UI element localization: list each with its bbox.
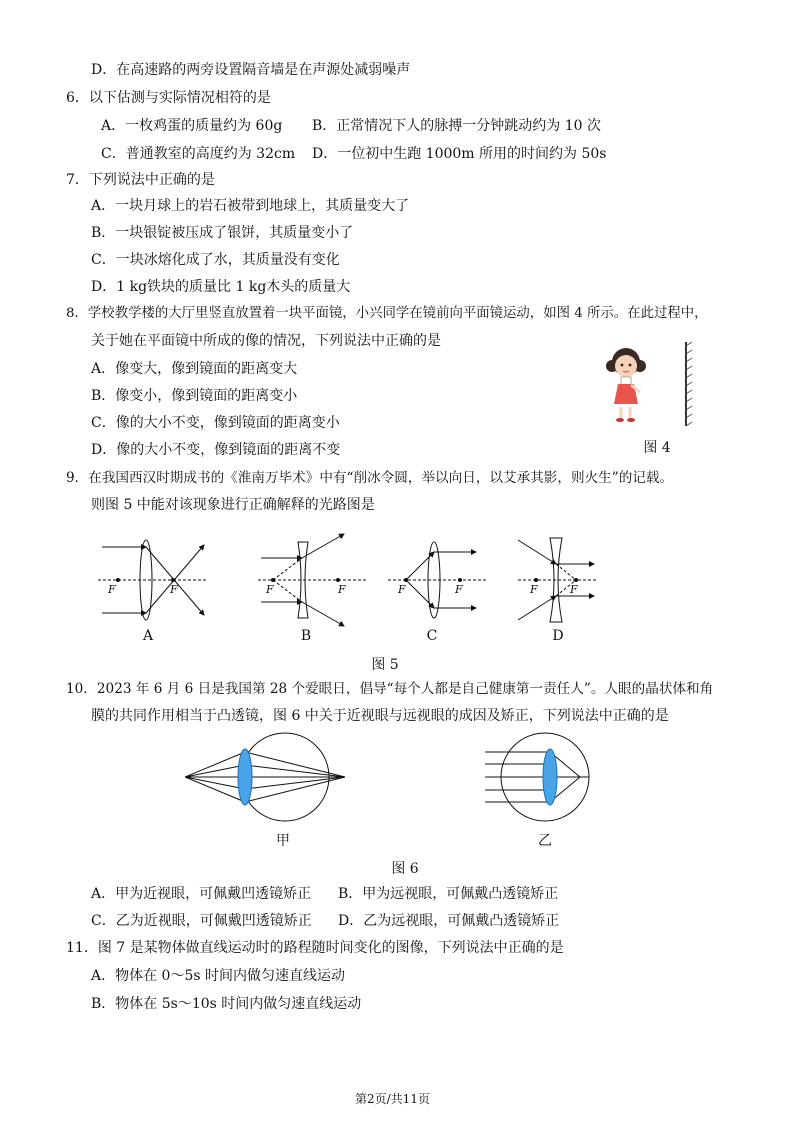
q8-option-b: B．像变小，像到镜面的距离变小 bbox=[91, 388, 298, 404]
figure-5-label-b: B bbox=[300, 628, 312, 644]
q8-option-d: D．像的大小不变，像到镜面的距离不变 bbox=[91, 442, 341, 458]
focus-label-d1: F bbox=[530, 583, 538, 596]
q6-option-a: A．一枚鸡蛋的质量约为 60g bbox=[101, 118, 283, 134]
q10-option-d: D．乙为远视眼，可佩戴凸透镜矫正 bbox=[338, 913, 560, 929]
eye-yi bbox=[485, 733, 589, 821]
q6-stem: 6．以下估测与实际情况相符的是 bbox=[66, 90, 271, 106]
q8-option-c: C．像的大小不变，像到镜面的距离变小 bbox=[91, 415, 340, 431]
q7-option-d: D．1 kg铁块的质量比 1 kg木头的质量大 bbox=[91, 279, 351, 295]
figure-5-lens-diagrams bbox=[98, 530, 598, 650]
q7-stem: 7．下列说法中正确的是 bbox=[66, 172, 215, 188]
q6-option-b: B．正常情况下人的脉搏一分钟跳动约为 10 次 bbox=[312, 118, 602, 134]
q6-option-d: D．一位初中生跑 1000m 所用的时间约为 50s bbox=[312, 146, 607, 162]
q5-option-d: D．在高速路的两旁设置隔音墙是在声源处减弱噪声 bbox=[91, 62, 411, 78]
q8-stem: 8．学校教学楼的大厅里竖直放置着一块平面镜，小兴同学在镜前向平面镜运动，如图 4 所示。在此过程中， bbox=[66, 306, 708, 321]
diagram-a bbox=[98, 540, 208, 620]
q8-stem-cont: 关于她在平面镜中所成的像的情况，下列说法中正确的是 bbox=[91, 333, 441, 349]
page-footer: 第2页/共11页 bbox=[355, 1092, 430, 1106]
focus-label-d2: F bbox=[570, 583, 578, 596]
q7-option-b: B．一块银锭被压成了银饼，其质量变小了 bbox=[91, 225, 354, 241]
q10-stem-cont: 膜的共同作用相当于凸透镜，图 6 中关于近视眼与远视眼的成因及矫正，下列说法中正确的是 bbox=[91, 708, 669, 724]
q7-option-a: A．一块月球上的岩石被带到地球上，其质量变大了 bbox=[91, 198, 410, 214]
diagram-d bbox=[518, 538, 598, 622]
focus-label-a2: F bbox=[170, 583, 178, 596]
q10-stem: 10．2023 年 6 月 6 日是我国第 28 个爱眼日，倡导“每个人都是自己健康第一责任人”。人眼的晶状体和角 bbox=[66, 681, 714, 697]
focus-label-c1: F bbox=[398, 583, 406, 596]
figure-4-caption: 图 4 bbox=[643, 440, 671, 456]
figure-5-label-c: C bbox=[426, 628, 438, 644]
q10-option-b: B．甲为远视眼，可佩戴凸透镜矫正 bbox=[338, 886, 559, 902]
figure-6-caption: 图 6 bbox=[391, 861, 419, 877]
diagram-c bbox=[388, 542, 488, 618]
figure-5-label-d: D bbox=[552, 628, 564, 644]
focus-label-b2: F bbox=[338, 583, 346, 596]
focus-label-b1: F bbox=[266, 583, 274, 596]
figure-4-girl-mirror bbox=[600, 338, 700, 430]
q9-stem-cont: 则图 5 中能对该现象进行正确解释的光路图是 bbox=[91, 497, 375, 513]
q11-stem: 11．图 7 是某物体做直线运动时的路程随时间变化的图像，下列说法中正确的是 bbox=[66, 940, 564, 956]
q9-stem: 9．在我国西汉时期成书的《淮南万毕术》中有“削冰令圆，举以向日，以艾承其影，则火生”的记载。 bbox=[66, 470, 674, 486]
figure-6-label-jia: 甲 bbox=[276, 833, 290, 849]
q11-option-a: A．物体在 0～5s 时间内做匀速直线运动 bbox=[91, 968, 346, 984]
figure-5-label-a: A bbox=[142, 628, 154, 644]
figure-6-label-yi: 乙 bbox=[538, 833, 552, 849]
q6-option-c: C．普通教室的高度约为 32cm bbox=[101, 146, 296, 162]
focus-label-c2: F bbox=[455, 583, 463, 596]
focus-label-a1: F bbox=[108, 583, 116, 596]
eye-jia bbox=[185, 733, 345, 821]
diagram-b bbox=[258, 534, 368, 626]
figure-6-eye-diagrams bbox=[185, 730, 605, 825]
q11-option-b: B．物体在 5s～10s 时间内做匀速直线运动 bbox=[91, 996, 362, 1012]
q10-option-a: A．甲为近视眼，可佩戴凹透镜矫正 bbox=[91, 886, 312, 902]
q10-option-c: C．乙为近视眼，可佩戴凹透镜矫正 bbox=[91, 913, 312, 929]
q7-option-c: C．一块冰熔化成了水，其质量没有变化 bbox=[91, 252, 340, 268]
figure-5-caption: 图 5 bbox=[371, 657, 399, 673]
q8-option-a: A．像变大，像到镜面的距离变大 bbox=[91, 361, 298, 377]
